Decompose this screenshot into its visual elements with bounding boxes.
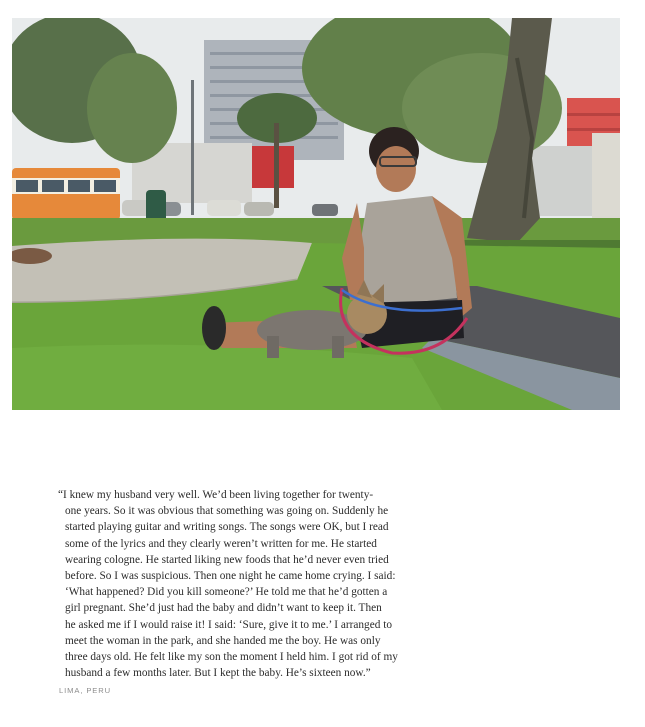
story-quote: “I knew my husband very well. We’d been living together for twenty- one years. So it was obvious that something was going on. Suddenly he started playing guitar and writing songs. The songs were OK, but I read some of the lyrics and they clearly weren’t written for me. He started wearing cologne. He started liking new foods that he’d never even tried before. So I was suspicious. Then one night he came home crying. I said: ‘What happened? Did you kill someone?’ He told me that he’d gotten a girl pregnant. She’d just had the baby and didn’t want to keep it. Then he asked me if I would raise it! I said: ‘Sure, give it to me.’ I arranged to meet the woman in the park, and she handed me the boy. He was only three days old. He felt like my son the moment I held him. I got rid of my husband a few months later. But I kept the baby. He’s sixteen now.”	[58, 489, 398, 680]
park-photo	[12, 18, 620, 410]
bus	[12, 168, 120, 220]
story-block	[58, 487, 458, 695]
location-caption: LIMA, PERU	[59, 686, 112, 696]
park-scene-illustration	[12, 18, 620, 410]
